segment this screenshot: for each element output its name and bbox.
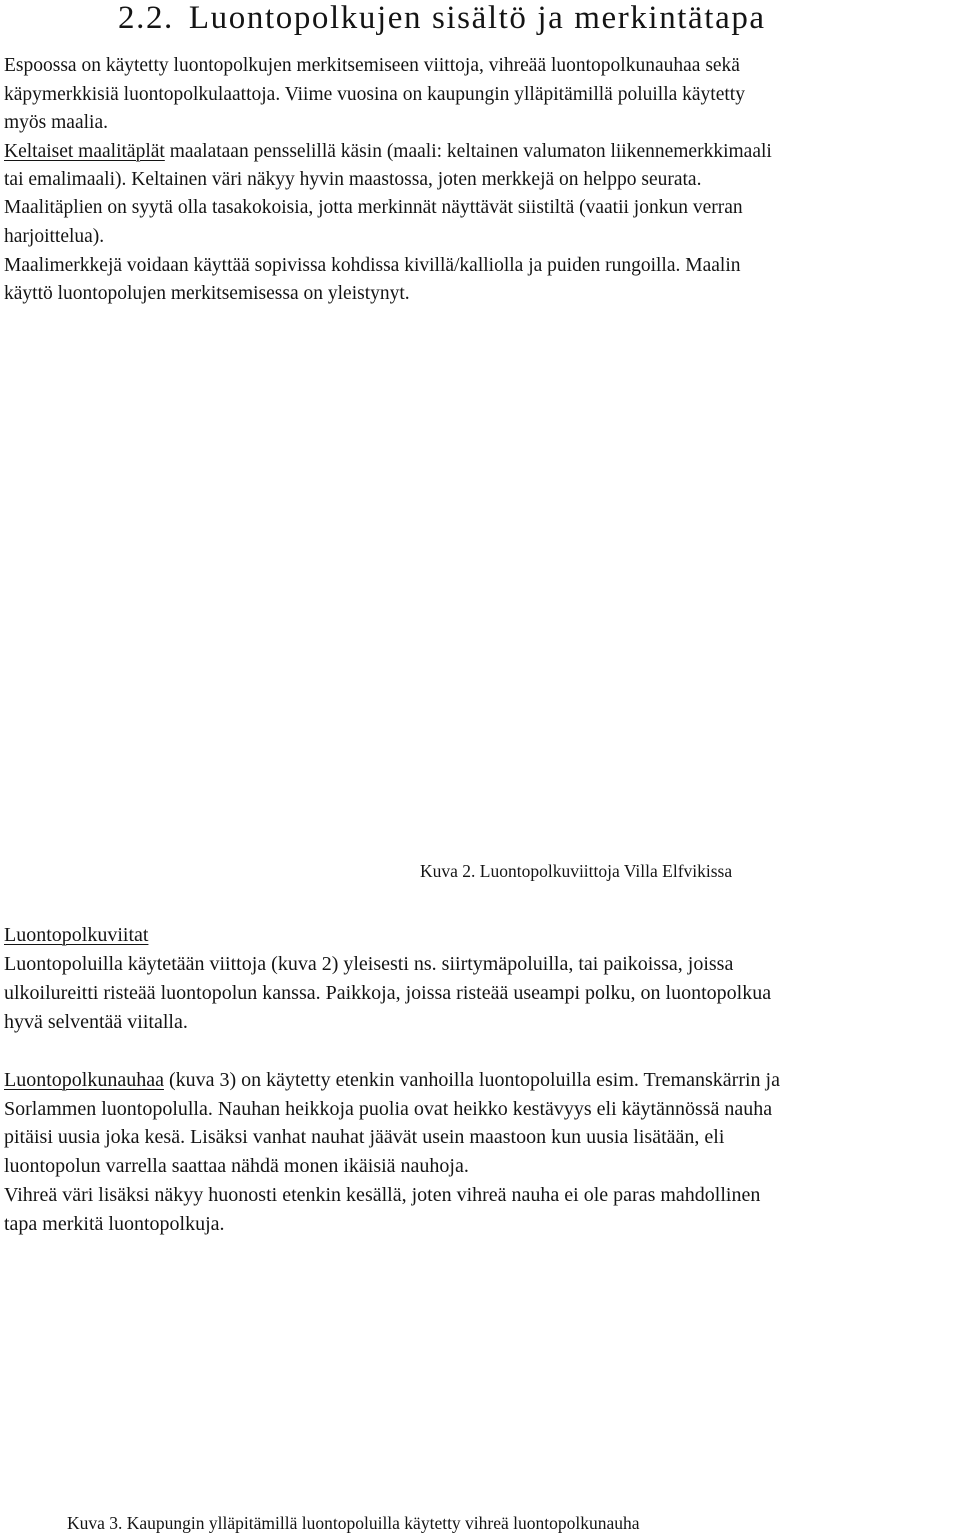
nauha-line: tapa merkitä luontopolkuja.	[4, 1213, 225, 1235]
intro-line: Maalitäplien on syytä olla tasakokoisia, jotta merkinnät näyttävät siistiltä (vaatii jonkun verran	[4, 197, 743, 218]
section-heading	[118, 0, 766, 38]
section-title: Luontopolkujen sisältö ja merkintätapa	[188, 0, 766, 36]
nauha-line: Vihreä väri lisäksi näkyy huonosti etenkin kesällä, joten vihreä nauha ei ole paras mahdollinen	[4, 1184, 761, 1206]
intro-line: myös maalia.	[4, 112, 108, 133]
intro-line: käpymerkkisiä luontopolkulaattoja. Viime vuosina on kaupungin ylläpitämillä poluilla käytetty	[4, 84, 745, 105]
viitat-line: hyvä selventää viitalla.	[4, 1011, 188, 1033]
viitat-line: Luontopoluilla käytetään viittoja (kuva 2) yleisesti ns. siirtymäpoluilla, tai paikoissa, joissa	[4, 953, 734, 975]
ribbon-term: Luontopolkunauhaa	[4, 1069, 164, 1091]
intro-line: Maalimerkkejä voidaan käyttää sopivissa kohdissa kivillä/kalliolla ja puiden rungoilla. Maalin	[4, 255, 741, 276]
nauha-line-rest: (kuva 3) on käytetty etenkin vanhoilla luontopoluilla esim. Tremanskärrin ja	[163, 1069, 780, 1091]
intro-line: harjoittelua).	[4, 226, 105, 247]
nauha-line	[4, 1067, 780, 1093]
figure-caption-kuva-3: Kuva 3. Kaupungin ylläpitämillä luontopoluilla käytetty vihreä luontopolkunauha	[67, 1513, 640, 1533]
intro-line-rest: maalataan pensselillä käsin (maali: keltainen valumaton liikennemerkkimaali	[164, 141, 772, 162]
nauha-line: pitäisi uusia joka kesä. Lisäksi vanhat nauhat jäävät usein maastoon kun uusia lisätään, eli	[4, 1126, 725, 1148]
viitat-line: ulkoilureitti risteää luontopolun kanssa. Paikkoja, joissa risteää useampi polku, on luontopolkua	[4, 982, 772, 1004]
subheading-viitat: Luontopolkuviitat	[4, 924, 149, 946]
figure-caption-kuva-2: Kuva 2. Luontopolkuviittoja Villa Elfvikissa	[420, 861, 733, 881]
intro-line: tai emalimaali). Keltainen väri näkyy hyvin maastossa, joten merkkejä on helppo seurata.	[4, 169, 702, 190]
nauha-line: Sorlammen luontopolulla. Nauhan heikkoja puolia ovat heikko kestävyys eli käytännössä nauha	[4, 1098, 773, 1120]
nauha-line: luontopolun varrella saattaa nähdä monen ikäisiä nauhoja.	[4, 1155, 469, 1177]
intro-line	[4, 139, 772, 165]
intro-line: Espoossa on käytetty luontopolkujen merkitsemiseen viittoja, vihreää luontopolkunauhaa sekä	[4, 55, 740, 76]
section-number: 2.2.	[118, 0, 174, 36]
paint-spots-term: Keltaiset maalitäplät	[4, 141, 165, 162]
intro-line: käyttö luontopolujen merkitsemisessa on yleistynyt.	[4, 283, 410, 304]
